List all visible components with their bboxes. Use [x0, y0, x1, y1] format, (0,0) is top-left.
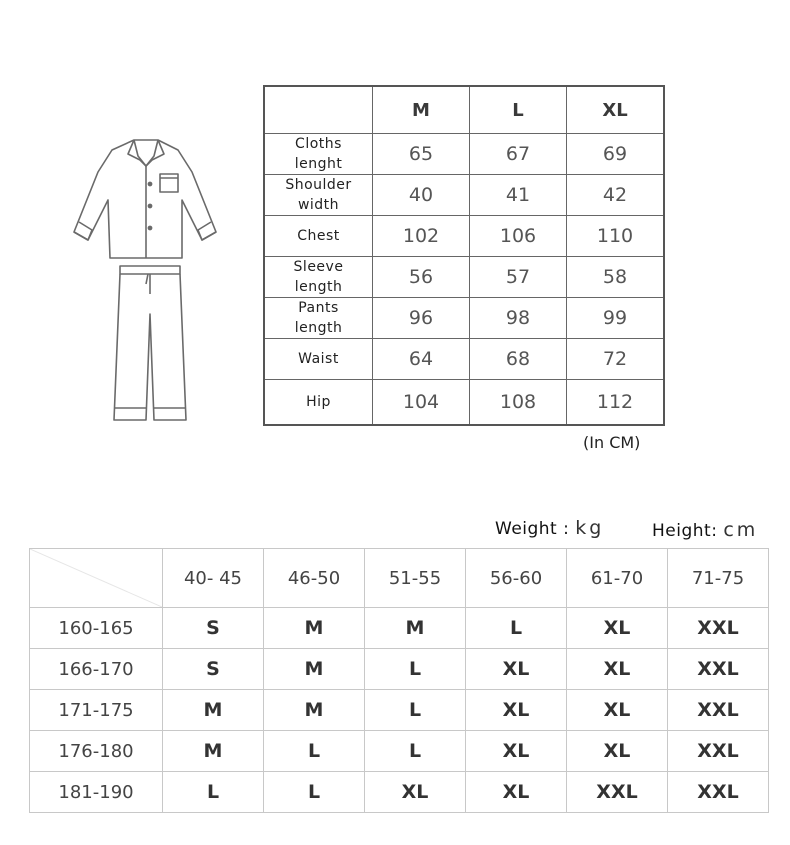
measurement-value: 64: [373, 339, 470, 380]
diagonal-divider-icon: [30, 549, 162, 607]
size-chart-row: [30, 772, 769, 813]
height-row-header: 160-165: [30, 608, 163, 649]
size-chart-corner-cell: [30, 549, 163, 608]
measurement-value: 57: [470, 257, 567, 298]
pajama-set-icon: [68, 134, 234, 426]
measurement-value: 68: [470, 339, 567, 380]
measurement-row: [264, 339, 664, 380]
size-cell: XL: [567, 690, 668, 731]
weight-col-header: 46-50: [264, 549, 365, 608]
height-row-header: 181-190: [30, 772, 163, 813]
size-cell: M: [365, 608, 466, 649]
measurement-row-label: Waist: [264, 339, 373, 380]
weight-unit: kg: [575, 517, 605, 539]
size-cell: XL: [567, 731, 668, 772]
measurement-corner-cell: [264, 86, 373, 134]
unit-note: (In CM): [583, 433, 641, 452]
size-cell: M: [264, 690, 365, 731]
size-cell: L: [365, 731, 466, 772]
size-cell: S: [163, 608, 264, 649]
measurement-row-label: Hip: [264, 380, 373, 426]
size-cell: XL: [466, 731, 567, 772]
measurement-value: 56: [373, 257, 470, 298]
measurement-row: [264, 134, 664, 175]
weight-col-header: 51-55: [365, 549, 466, 608]
measurement-value: 102: [373, 216, 470, 257]
height-row-header: 176-180: [30, 731, 163, 772]
weight-col-header: 71-75: [668, 549, 769, 608]
size-cell: XXL: [668, 772, 769, 813]
measurement-row: [264, 216, 664, 257]
measurement-row-label: Chest: [264, 216, 373, 257]
weight-col-header: 56-60: [466, 549, 567, 608]
measurement-row: [264, 380, 664, 426]
size-cell: XXL: [668, 649, 769, 690]
size-chart-row: [30, 731, 769, 772]
measurement-value: 112: [567, 380, 665, 426]
size-chart-header-row: [30, 549, 769, 608]
height-legend: [652, 519, 758, 541]
size-cell: L: [264, 772, 365, 813]
measurement-row-label: Cloths lenght: [264, 134, 373, 175]
size-chart-row: [30, 608, 769, 649]
size-cell: L: [466, 608, 567, 649]
height-row-header: 166-170: [30, 649, 163, 690]
size-cell: XL: [567, 608, 668, 649]
size-cell: M: [163, 731, 264, 772]
size-cell: XL: [365, 772, 466, 813]
measurement-col-header: L: [470, 86, 567, 134]
measurement-value: 106: [470, 216, 567, 257]
size-cell: S: [163, 649, 264, 690]
measurement-value: 104: [373, 380, 470, 426]
size-cell: XL: [567, 649, 668, 690]
weight-col-header: 61-70: [567, 549, 668, 608]
measurement-row-label: Shoulder width: [264, 175, 373, 216]
pajama-illustration: [68, 134, 234, 426]
measurement-value: 108: [470, 380, 567, 426]
size-chart-row: [30, 649, 769, 690]
measurement-value: 96: [373, 298, 470, 339]
measurement-row-label: Sleeve length: [264, 257, 373, 298]
measurement-value: 41: [470, 175, 567, 216]
size-cell: XL: [466, 772, 567, 813]
measurement-value: 98: [470, 298, 567, 339]
size-cell: M: [264, 608, 365, 649]
size-cell: L: [365, 690, 466, 731]
size-cell: M: [264, 649, 365, 690]
measurement-value: 67: [470, 134, 567, 175]
measurement-value: 99: [567, 298, 665, 339]
size-cell: XXL: [668, 608, 769, 649]
height-row-header: 171-175: [30, 690, 163, 731]
measurement-row: [264, 175, 664, 216]
size-cell: XL: [466, 690, 567, 731]
measurement-col-header: M: [373, 86, 470, 134]
size-chart-table: [29, 548, 769, 813]
measurement-value: 40: [373, 175, 470, 216]
weight-legend: [495, 517, 604, 539]
size-cell: L: [365, 649, 466, 690]
size-cell: L: [163, 772, 264, 813]
measurement-table: [263, 85, 665, 426]
size-chart-row: [30, 690, 769, 731]
measurement-row-label: Pants length: [264, 298, 373, 339]
measurement-value: 58: [567, 257, 665, 298]
weight-col-header: 40- 45: [163, 549, 264, 608]
measurement-value: 110: [567, 216, 665, 257]
height-unit: cm: [723, 519, 759, 541]
measurement-header-row: [264, 86, 664, 134]
measurement-row: [264, 257, 664, 298]
measurement-value: 72: [567, 339, 665, 380]
size-cell: XXL: [567, 772, 668, 813]
measurement-value: 69: [567, 134, 665, 175]
weight-label: Weight :: [495, 519, 570, 539]
size-cell: XL: [466, 649, 567, 690]
size-cell: M: [163, 690, 264, 731]
measurement-row: [264, 298, 664, 339]
size-cell: XXL: [668, 731, 769, 772]
measurement-col-header: XL: [567, 86, 665, 134]
size-cell: XXL: [668, 690, 769, 731]
measurement-value: 65: [373, 134, 470, 175]
size-cell: L: [264, 731, 365, 772]
measurement-value: 42: [567, 175, 665, 216]
height-label: Height:: [652, 521, 718, 541]
